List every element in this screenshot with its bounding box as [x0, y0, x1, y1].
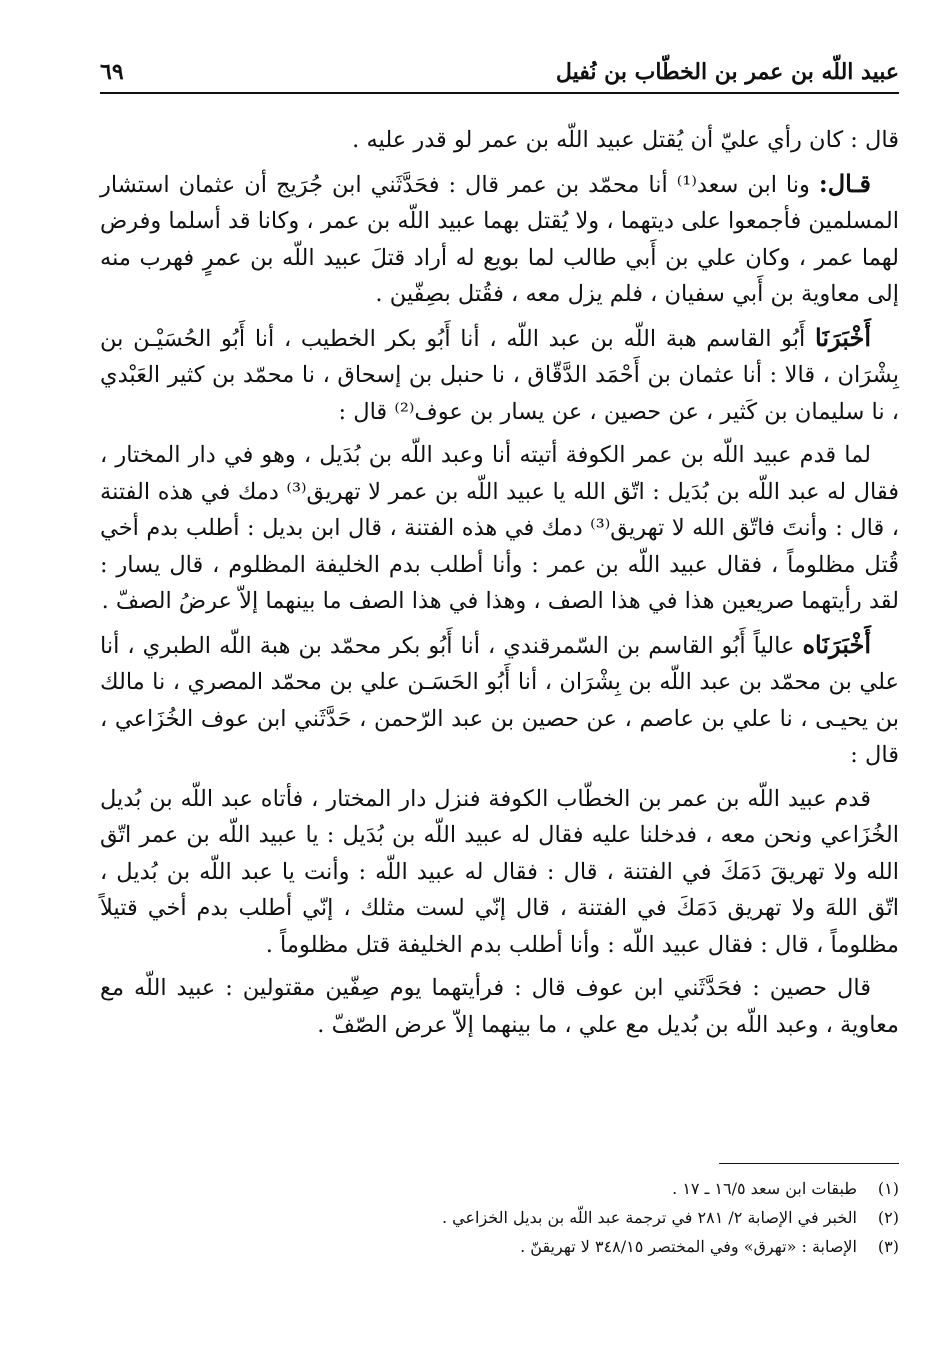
footnote-text: طبقات ابن سعد ١٦/٥ ـ ١٧ .	[672, 1179, 857, 1198]
page-number: ٦٩	[100, 59, 124, 85]
footnote-divider	[719, 1163, 899, 1164]
footnote-number: (٢)	[877, 1208, 899, 1227]
paragraph	[100, 122, 899, 159]
body-text	[100, 122, 899, 1050]
paragraph-text: أَبُو القاسم هبة اللّه بن عبد اللّه ، أنا أَبُو بكر الخطيب ، أنا أَبُو الحُسَيْـن بن بِشْرَان ، قالا : أنا عثمان بن أَحْمَد الدَّقّاق ، نا حنبل بن إسحاق ، نا محمّد بن كثير العَبْدي ، نا سليمان بن كَثير ، عن حصين ، عن يسار بن عوف⁽²⁾ قال :	[100, 325, 899, 425]
paragraph-text: عالياً أَبُو القاسم بن السّمرقندي ، أنا أَبُو بكر محمّد بن هبة اللّه الطبري ، أنا علي بن محمّد بن عبد اللّه بن بِشْرَان ، أنا أَبُو الحَسَـن علي بن محمّد المصري ، نا مالك بن يحيـى ، نا علي بن عاصم ، عن حصين بن عبد الرّحمن ، حَدَّثَني ابن عوف الخُزَاعي ، قال :	[100, 632, 899, 768]
paragraph	[100, 320, 899, 431]
footnotes	[100, 1174, 899, 1261]
running-title: عبيد اللّه بن عمر بن الخطّاب بن نُفيل	[555, 59, 899, 85]
paragraph	[100, 781, 899, 964]
paragraph-text: ونا ابن سعد⁽¹⁾ أنا محمّد بن عمر قال : فحَدَّثَني ابن جُرَيج أن عثمان استشار المسلمين فأجمعوا على ديتهما ، ولا يُقتل بهما عبيد اللّه بن عمر ، وكانا قد أسلما وفرض لهما عمر ، وكان علي بن أَبي طالب لما بويع له أراد قتلَ عبيد اللّه بن عمرٍ فهرب منه إلى معاوية بن أَبي سفيان ، فلم يزل معه ، فقُتل بصِفّين .	[100, 171, 899, 307]
paragraph-text: لما قدم عبيد اللّه بن عمر الكوفة أتيته أنا وعبد اللّه بن بُدَيل ، وهو في دار المختار ، فقال له عبد اللّه بن بُدَيل : اتّق الله يا عبيد اللّه بن عمر لا تهريق⁽³⁾ دمك في هذه الفتنة ، قال : وأنتَ فاتّق الله لا تهريق⁽³⁾ دمك في هذه الفتنة ، قال ابن بديل : أطلب بدم أخي قُتل مظلوماً ، فقال عبيد اللّه بن عمر : وأنا أطلب بدم الخليفة المظلوم ، قال يسار : لقد رأيتهما صريعين هذا في هذا الصف ، وهذا في هذا الصف ما بينهما إلاّ عرضُ الصفّ .	[100, 442, 899, 614]
footnote-text: الخبر في الإصابة ٢/ ٢٨١ في ترجمة عبد اللّه بن بديل الخزاعي .	[441, 1208, 857, 1227]
paragraph	[100, 970, 899, 1043]
paragraph	[100, 627, 899, 774]
footnote	[100, 1203, 899, 1232]
paragraph-text: قال حصين : فحَدَّثَني ابن عوف قال : فرأيتهما يوم صِفّين مقتولين : عبيد اللّه مع معاوية ، وعبد اللّه بن بُديل مع علي ، ما بينهما إلاّ عرض الصّفّ .	[100, 975, 899, 1038]
paragraph	[100, 437, 899, 620]
paragraph-text: قدم عبيد اللّه بن عمر بن الخطّاب الكوفة فنزل دار المختار ، فأتاه عبد اللّه بن بُديل الخُزَاعي ونحن معه ، فدخلنا عليه فقال له عبيد اللّه بن بُدَيل : يا عبيد اللّه بن عمر اتّق الله ولا تهريقَ دَمَكَ في الفتنة ، قال : فقال له عبيد اللّه : وأنت يا عبد اللّه بن بُديل ، اتّق اللهَ ولا تهريق دَمَكَ في الفتنة ، قال إنّي لست مثلك ، إنّي أطلب بدم أخي قتيلاً مظلوماً ، قال : فقال عبيد اللّه : وأنا أطلب بدم الخليفة قتل مظلوماً .	[100, 785, 899, 958]
paragraph-lead: قـال:	[818, 168, 871, 198]
page-header	[100, 52, 899, 94]
footnote-text: الإصابة : «تهرق» وفي المختصر ٣٤٨/١٥ لا تهريقنّ .	[520, 1237, 857, 1256]
paragraph	[100, 166, 899, 313]
paragraph-lead: أَخْبَرَنَاه	[802, 629, 872, 659]
paragraph-text: قال : كان رأي عليّ أن يُقتل عبيد اللّه بن عمر لو قدر عليه .	[352, 127, 899, 153]
footnote	[100, 1174, 899, 1203]
footnote	[100, 1232, 899, 1261]
footnote-number: (٣)	[877, 1237, 899, 1256]
paragraph-lead: أَخْبَرَنَا	[815, 322, 871, 352]
footnote-number: (١)	[877, 1179, 899, 1198]
